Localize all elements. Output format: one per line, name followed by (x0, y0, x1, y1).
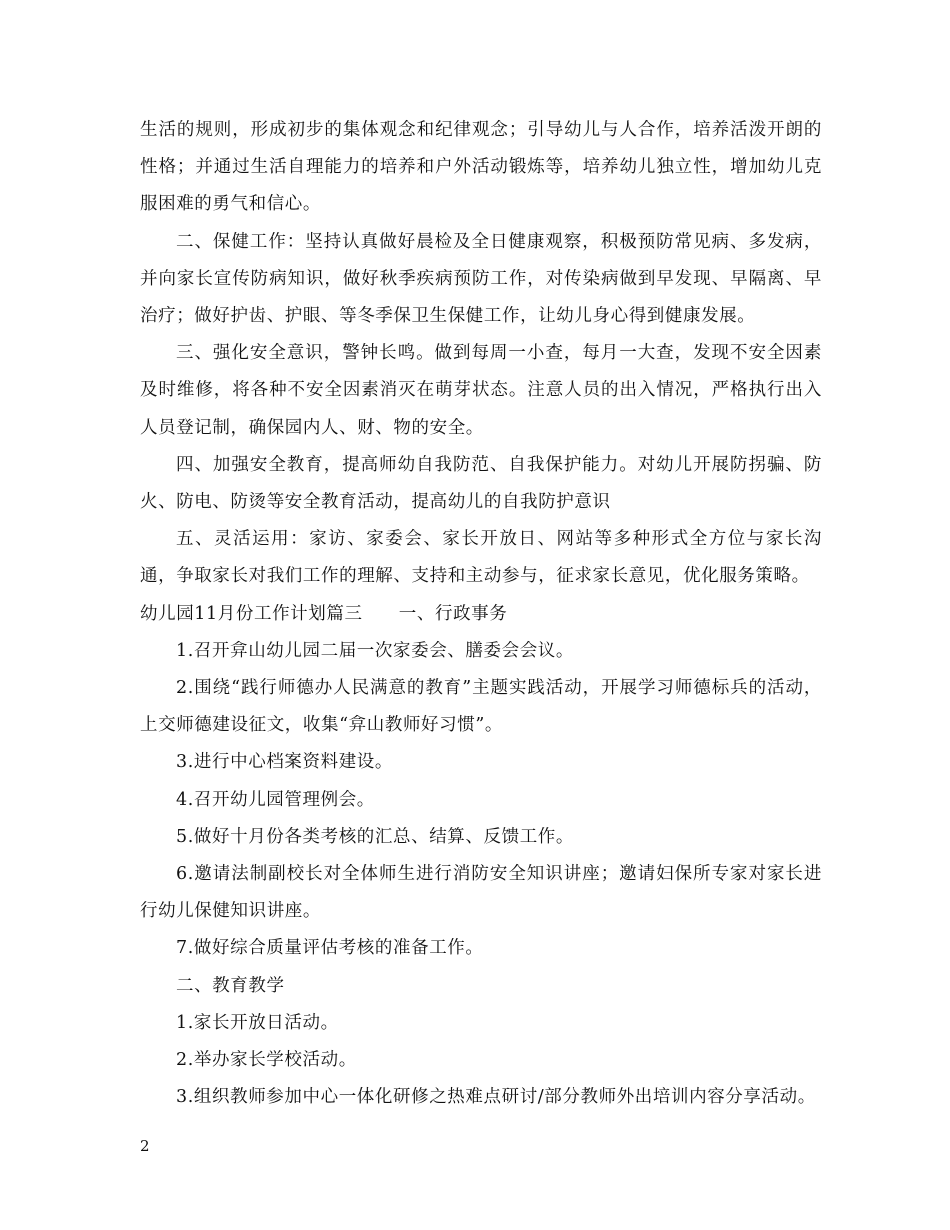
list-item: 2.举办家长学校活动。 (176, 1050, 357, 1071)
document-body (140, 112, 822, 1116)
paragraph: 三、强化安全意识，警钟长鸣。做到每周一小查，每月一大查，发现不安全因素及时维修，将各种不安全因素消灭在萌芽状态。注意人员的出入情况，严格执行出入人员登记制，确保园内人、财、物的安全。 (140, 343, 822, 438)
section-heading: 二、教育教学 (176, 975, 285, 996)
page-number: 2 (140, 1137, 150, 1155)
list-item: 3.组织教师参加中心一体化研修之热难点研讨/部分教师外出培训内容分享活动。 (176, 1087, 816, 1108)
list-item: 3.进行中心档案资料建设。 (176, 752, 393, 773)
list-item: 2.围绕“践行师德办人民满意的教育”主题实践活动，开展学习师德标兵的活动，上交师德建设征文，收集“弇山教师好习惯”。 (140, 678, 822, 736)
list-item: 1.家长开放日活动。 (176, 1012, 339, 1033)
paragraph: 二、保健工作：坚持认真做好晨检及全日健康观察，积极预防常见病、多发病，并向家长宣传防病知识，做好秋季疾病预防工作，对传染病做到早发现、早隔离、早治疗；做好护齿、护眼、等冬季保卫生保健工作，让幼儿身心得到健康发展。 (140, 231, 822, 327)
list-item: 1.召开弇山幼儿园二届一次家委会、膳委会会议。 (176, 640, 574, 661)
section-heading-line: 幼儿园11月份工作计划篇三 一、行政事务 (140, 603, 508, 624)
paragraph: 四、加强安全教育，提高师幼自我防范、自我保护能力。对幼儿开展防拐骗、防火、防电、防烫等安全教育活动，提高幼儿的自我防护意识 (140, 454, 822, 513)
paragraph: 生活的规则，形成初步的集体观念和纪律观念；引导幼儿与人合作，培养活泼开朗的性格；并通过生活自理能力的培养和户外活动锻炼等，培养幼儿独立性，增加幼儿克服困难的勇气和信心。 (140, 120, 822, 215)
paragraph: 五、灵活运用：家访、家委会、家长开放日、网站等多种形式全方位与家长沟通，争取家长对我们工作的理解、支持和主动参与，征求家长意见，优化服务策略。 (140, 529, 822, 587)
list-item: 4.召开幼儿园管理例会。 (176, 789, 375, 810)
list-item: 7.做好综合质量评估考核的准备工作。 (176, 938, 484, 959)
list-item: 6.邀请法制副校长对全体师生进行消防安全知识讲座；邀请妇保所专家对家长进行幼儿保健知识讲座。 (140, 864, 822, 922)
list-item: 5.做好十月份各类考核的汇总、结算、反馈工作。 (176, 826, 574, 847)
